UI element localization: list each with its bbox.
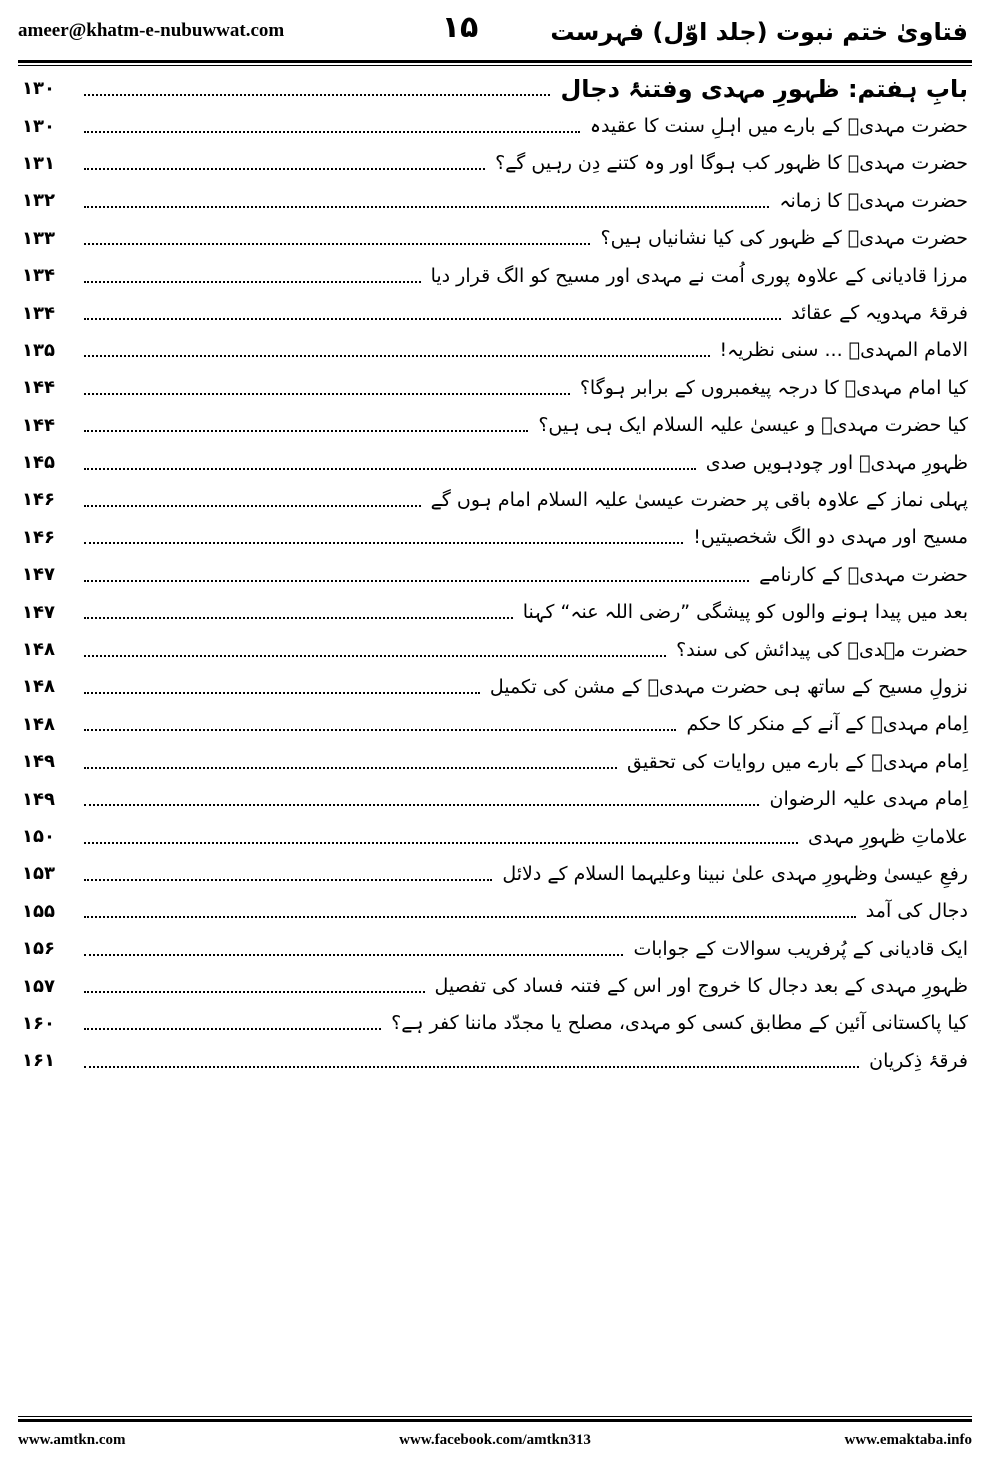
toc-leader-dots [84,306,781,320]
toc-entry[interactable] [22,332,968,369]
footer-rule-thick [18,1419,972,1422]
toc-entry-page: ۱۴۷ [22,564,55,586]
toc-entry-title: حضرت مہدیؓ کی پیدائش کی سند؟ [676,638,968,661]
toc-leader-dots [84,568,749,582]
toc-leader-dots [84,343,710,357]
header-rule-thin [18,65,972,66]
toc-entry[interactable] [22,182,968,219]
toc-entry[interactable] [22,631,968,668]
toc-entry-page: ۱۴۸ [22,639,55,661]
toc-entry-title: اِمام مہدی علیہ الرضوان [769,788,968,811]
toc-entry-title: مسیح اور مہدی دو الگ شخصیتیں! [693,526,968,549]
toc-entry-page: ۱۳۴ [22,265,55,287]
toc-entry-title: کیا حضرت مہدیؓ و عیسیٰ علیہ السلام ایک ہی ہیں؟ [538,414,968,437]
toc-entry-page: ۱۵۳ [22,863,55,885]
page-header [18,6,972,60]
toc-entry-page: ۱۴۴ [22,377,55,399]
toc-entry[interactable] [22,294,968,331]
toc-leader-dots [84,269,421,283]
toc-entry-page: ۱۳۳ [22,227,55,249]
toc-entry-page: ۱۳۱ [22,152,55,174]
toc-entry-page: ۱۵۵ [22,900,55,922]
toc-entry-title: فرقۂ مہدویہ کے عقائد [791,302,968,325]
toc-leader-dots [84,605,513,619]
footer-center-url[interactable]: www.facebook.com/amtkn313 [399,1432,591,1448]
toc-entry-title: بابِ ہفتم: ظہورِ مہدی وفتنۂ دجال [560,74,968,103]
page-footer [18,1432,972,1454]
toc-entry-page: ۱۶۱ [22,1050,55,1072]
header-book-title: فتاویٰ ختم نبوت (جلد اوّل) فہرست [550,18,968,46]
toc-entry[interactable] [22,519,968,556]
toc-leader-dots [84,381,570,395]
toc-entry[interactable] [22,930,968,967]
toc-entry-title: فرقۂ ذِکریان [869,1049,968,1072]
toc-entry[interactable] [22,369,968,406]
toc-entry[interactable] [22,1005,968,1042]
toc-entry-title: کیا امام مہدیؓ کا درجہ پیغمبروں کے برابر ہوگا؟ [579,376,968,399]
toc-entry-page: ۱۳۵ [22,339,55,361]
footer-left-url[interactable]: www.amtkn.com [18,1432,126,1448]
toc-entry-page: ۱۵۶ [22,938,55,960]
header-rule-thick [18,60,972,63]
toc-entry-page: ۱۴۹ [22,788,55,810]
toc-leader-dots [84,119,580,133]
toc-entry-title: بعد میں پیدا ہونے والوں کو پیشگی ”رضی اللہ عنہ“ کہنا [522,601,968,624]
toc-leader-dots [84,156,485,170]
toc-entry-title: حضرت مہدیؓ کا زمانہ [779,189,968,212]
toc-entry-page: ۱۳۴ [22,302,55,324]
toc-leader-dots [84,792,759,806]
toc-entry-title: ایک قادیانی کے پُرفریب سوالات کے جوابات [633,937,968,960]
toc-entry-title: حضرت مہدیؓ کے بارے میں اہلِ سنت کا عقیدہ [589,115,968,138]
toc-leader-dots [84,418,528,432]
toc-entry[interactable] [22,743,968,780]
toc-entry-page: ۱۳۲ [22,190,55,212]
toc-entry[interactable] [22,444,968,481]
toc-entry-title: دجال کی آمد [865,900,968,923]
footer-rule-thin [18,1416,972,1417]
header-email: ameer@khatm-e-nubuwwat.com [18,20,285,41]
toc-entry[interactable] [22,107,968,144]
toc-entry[interactable] [22,818,968,855]
toc-leader-dots [84,231,590,245]
toc-entry[interactable] [22,780,968,817]
toc-entry-page: ۱۴۴ [22,414,55,436]
toc-leader-dots [84,82,550,96]
toc-entry-page: ۱۴۶ [22,526,55,548]
toc-entry[interactable] [22,145,968,182]
toc-entry-page: ۱۳۰ [22,78,55,100]
toc-entry-page: ۱۴۶ [22,489,55,511]
header-page-number: ۱۵ [441,10,479,45]
toc-leader-dots [84,717,676,731]
toc-leader-dots [84,942,623,956]
toc-leader-dots [84,830,798,844]
toc-entry-title: ظہورِ مہدی کے بعد دجال کا خروج اور اس کے فتنہ فساد کی تفصیل [434,975,968,998]
toc-entry-title: حضرت مہدیؓ کے ظہور کی کیا نشانیاں ہیں؟ [600,227,968,250]
toc-leader-dots [84,867,492,881]
toc-entry-page: ۱۵۰ [22,826,55,847]
toc-entry-title: اِمام مہدیؓ کے بارے میں روایات کی تحقیق [627,750,968,773]
toc-leader-dots [84,755,617,769]
toc-entry-page: ۱۴۸ [22,713,55,735]
toc-leader-dots [84,979,425,993]
toc-entry-title: حضرت مہدیؓ کے کارنامے [759,563,968,586]
toc-leader-dots [84,643,666,657]
toc-entry[interactable] [22,556,968,593]
toc-entry-title: ظہورِ مہدیؓ اور چودہویں صدی [705,451,968,474]
toc-entry-title: پہلی نماز کے علاوہ باقی پر حضرت عیسیٰ علیہ السلام امام ہوں گے [430,488,968,511]
toc-entry-title: اِمام مہدیؓ کے آنے کے منکر کا حکم [686,713,968,736]
toc-entry[interactable] [22,407,968,444]
toc-leader-dots [84,680,480,694]
toc-entry[interactable] [22,1042,968,1079]
toc-entry[interactable] [22,893,968,930]
toc-entry-title: حضرت مہدیؓ کا ظہور کب ہوگا اور وہ کتنے دِن رہیں گے؟ [495,152,968,175]
toc-entry[interactable] [22,706,968,743]
footer-right-url[interactable]: www.emaktaba.info [844,1432,972,1448]
toc-leader-dots [84,194,769,208]
toc-leader-dots [84,1016,381,1030]
toc-entry[interactable] [22,220,968,257]
toc-entry-title: نزولِ مسیح کے ساتھ ہی حضرت مہدیؓ کے مشن کی تکمیل [489,675,968,698]
toc-entry-page: ۱۳۰ [22,115,55,137]
toc-leader-dots [84,493,421,507]
toc-entry-title: کیا پاکستانی آئین کے مطابق کسی کو مہدی، مصلح یا مجدّد ماننا کفر ہے؟ [391,1012,968,1035]
toc-entry[interactable] [22,967,968,1004]
toc-entry-title: الامام المہدیؓ ... سنی نظریہ! [719,339,968,362]
toc-leader-dots [84,904,856,918]
toc-leader-dots [84,456,696,470]
toc-entry-page: ۱۴۸ [22,676,55,698]
toc-entry[interactable] [22,593,968,630]
table-of-contents [22,70,968,1080]
toc-entry-page: ۱۴۷ [22,601,55,623]
toc-chapter-heading[interactable] [22,70,968,107]
toc-entry[interactable] [22,481,968,518]
toc-entry-page: ۱۴۹ [22,751,55,773]
toc-entry-page: ۱۴۵ [22,452,55,474]
toc-leader-dots [84,1054,859,1068]
toc-entry-title: علاماتِ ظہورِ مہدی [807,825,968,848]
toc-entry[interactable] [22,257,968,294]
toc-entry-title: مرزا قادیانی کے علاوہ پوری اُمت نے مہدی اور مسیح کو الگ قرار دیا [430,264,968,287]
toc-entry[interactable] [22,668,968,705]
toc-entry-page: ۱۶۰ [22,1012,55,1034]
toc-entry[interactable] [22,855,968,892]
toc-entry-title: رفعِ عیسیٰ وظہورِ مہدی علیٰ نبینا وعلیہما السلام کے دلائل [502,862,968,885]
toc-leader-dots [84,530,683,544]
toc-entry-page: ۱۵۷ [22,975,55,997]
